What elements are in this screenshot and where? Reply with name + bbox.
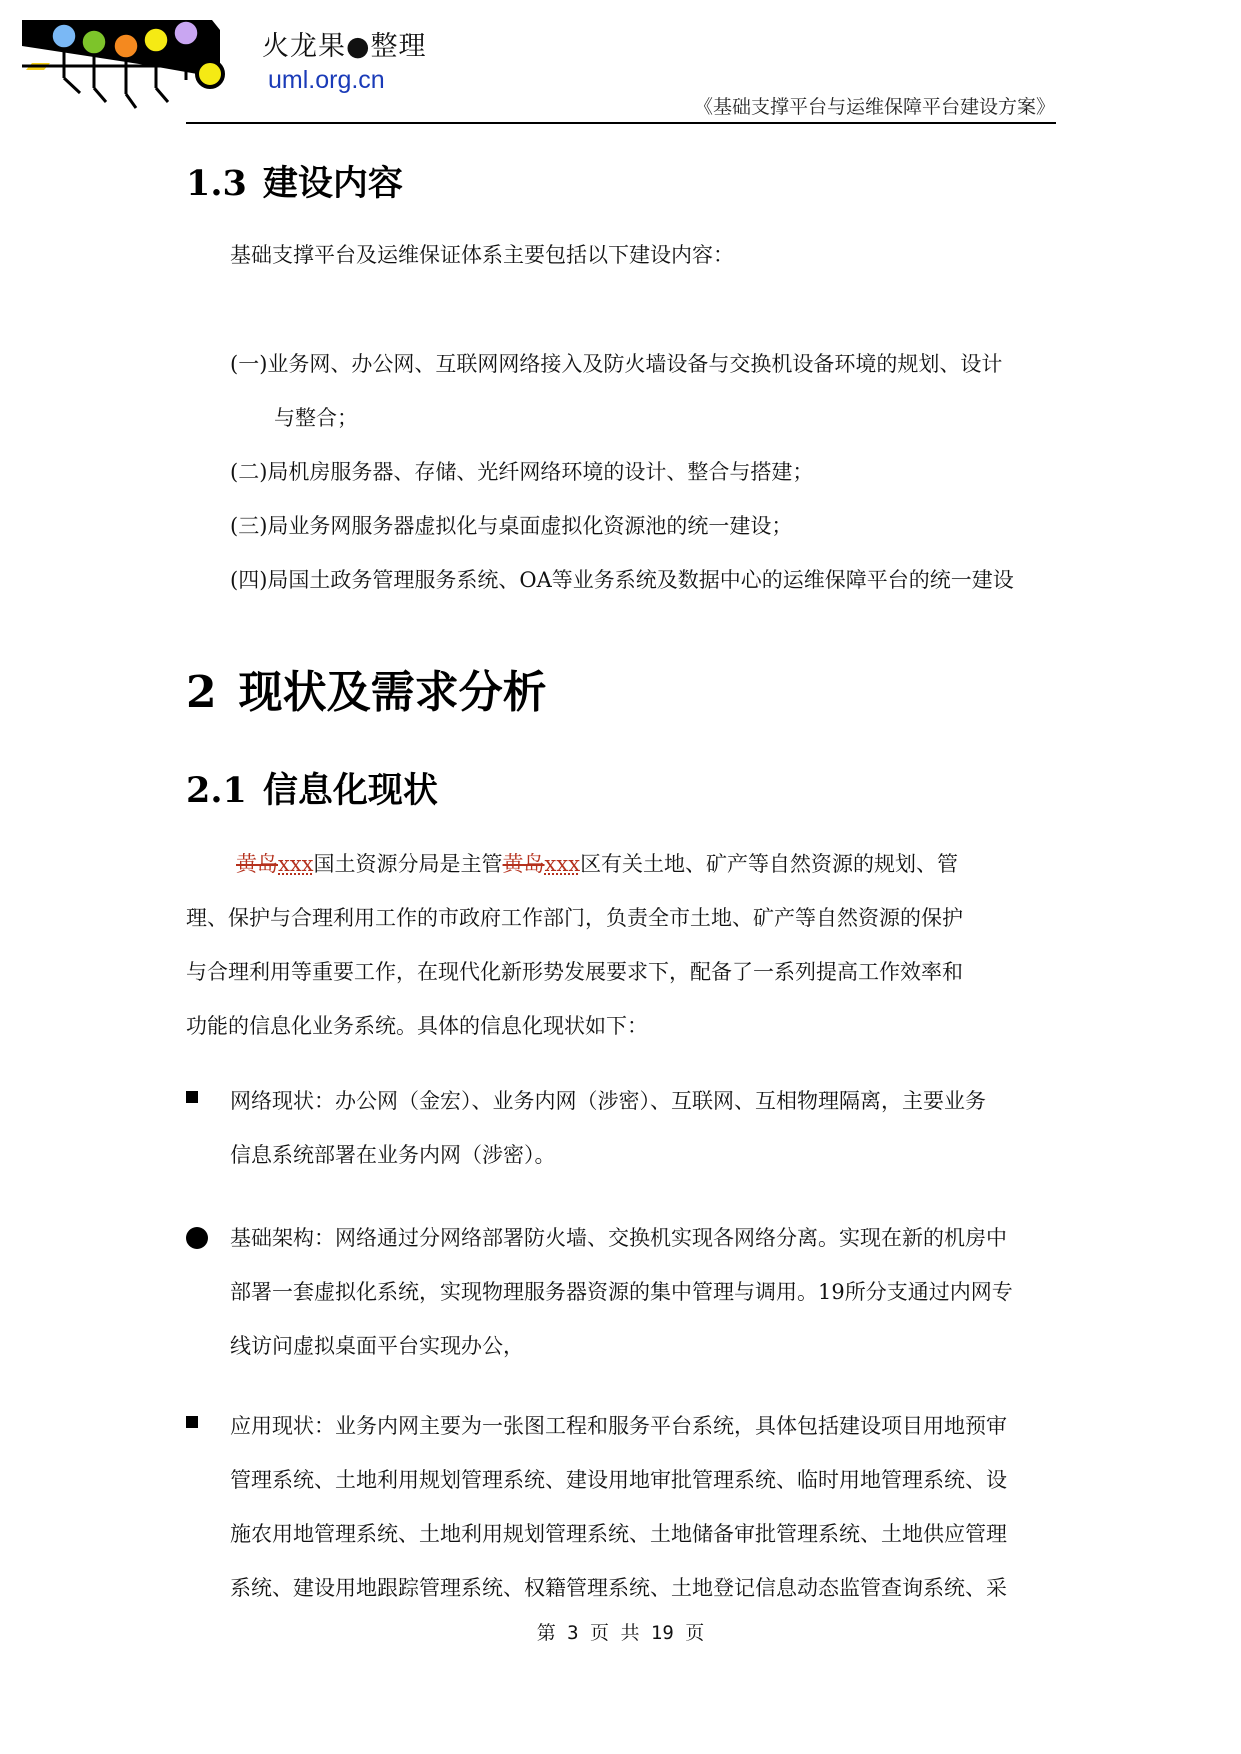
status-paragraph [186, 837, 1026, 1053]
bullet-line: 系统、建设用地跟踪管理系统、权籍管理系统、土地登记信息动态监管查询系统、采 [230, 1576, 1007, 1600]
logo-graphic [22, 18, 247, 110]
chapter-number: 2 [186, 667, 217, 718]
paragraph-text: 区有关土地、矿产等自然资源的规划、管 [580, 852, 959, 876]
paragraph-line [186, 837, 1026, 891]
brand-name: 火龙果●整理 [262, 31, 427, 62]
bullet-line: 基础架构：网络通过分网络部署防火墙、交换机实现各网络分离。实现在新的机房中 [230, 1226, 1007, 1250]
bullet-line: 网络现状：办公网（金宏）、业务内网（涉密）、互联网、互相物理隔离，主要业务 [230, 1089, 986, 1113]
brand-url[interactable]: uml.org.cn [268, 66, 385, 94]
bullet-item-infrastructure [230, 1211, 1080, 1373]
bullet-item-network [230, 1074, 1080, 1182]
tracked-deletion: 黄岛 [236, 852, 278, 876]
square-bullet-icon [186, 1416, 198, 1428]
paragraph-line: 理、保护与合理利用工作的市政府工作部门，负责全市土地、矿产等自然资源的保护 [186, 906, 963, 930]
section-title: 建设内容 [262, 164, 403, 204]
list-item: (二)局机房服务器、存储、光纤网络环境的设计、整合与搭建； [230, 460, 814, 484]
tracked-insertion: xxx [544, 852, 581, 876]
chapter-heading-2 [186, 656, 547, 720]
list-item: (四)局国土政务管理服务系统、OA等业务系统及数据中心的运维保障平台的统一建设 [230, 568, 1014, 592]
section-heading-1-3 [186, 156, 403, 206]
bullet-item-applications [230, 1399, 1080, 1615]
header-divider [186, 122, 1056, 124]
paragraph-line: 功能的信息化业务系统。具体的信息化现状如下： [186, 1014, 648, 1038]
section-number: 1.3 [186, 163, 247, 204]
page-number: 第 3 页 共 19 页 [536, 1622, 705, 1644]
document-title: 《基础支撑平台与运维保障平台建设方案》 [693, 96, 1055, 118]
list-item: (一)业务网、办公网、互联网网络接入及防火墙设备与交换机设备环境的规划、设计 [230, 352, 1003, 376]
bullet-line: 信息系统部署在业务内网（涉密）。 [230, 1143, 556, 1167]
tracked-insertion: xxx [278, 852, 314, 876]
bullet-line: 施农用地管理系统、土地利用规划管理系统、土地储备审批管理系统、土地供应管理 [230, 1522, 1007, 1546]
chapter-title: 现状及需求分析 [238, 667, 547, 718]
paragraph-line: 与合理利用等重要工作，在现代化新形势发展要求下，配备了一系列提高工作效率和 [186, 960, 963, 984]
bullet-line: 应用现状：业务内网主要为一张图工程和服务平台系统，具体包括建设项目用地预审 [230, 1414, 1007, 1438]
section-heading-2-1 [186, 763, 438, 813]
round-bullet-icon [186, 1227, 208, 1249]
bullet-line: 部署一套虚拟化系统，实现物理服务器资源的集中管理与调用。19所分支通过内网专 [230, 1280, 1013, 1304]
paragraph-text: 国土资源分局是主管 [313, 852, 503, 876]
bullet-line: 线访问虚拟桌面平台实现办公， [230, 1334, 524, 1358]
list-item: (三)局业务网服务器虚拟化与桌面虚拟化资源池的统一建设； [230, 514, 793, 538]
section-intro: 基础支撑平台及运维保证体系主要包括以下建设内容： [230, 243, 734, 267]
bullet-line: 管理系统、土地利用规划管理系统、建设用地审批管理系统、临时用地管理系统、设 [230, 1468, 1007, 1492]
square-bullet-icon [186, 1091, 198, 1103]
tracked-deletion: 黄岛 [502, 852, 545, 876]
construction-items-list [230, 337, 1070, 607]
section-number: 2.1 [186, 770, 247, 811]
list-item-continuation: 与整合； [274, 406, 358, 430]
section-title: 信息化现状 [262, 771, 438, 811]
